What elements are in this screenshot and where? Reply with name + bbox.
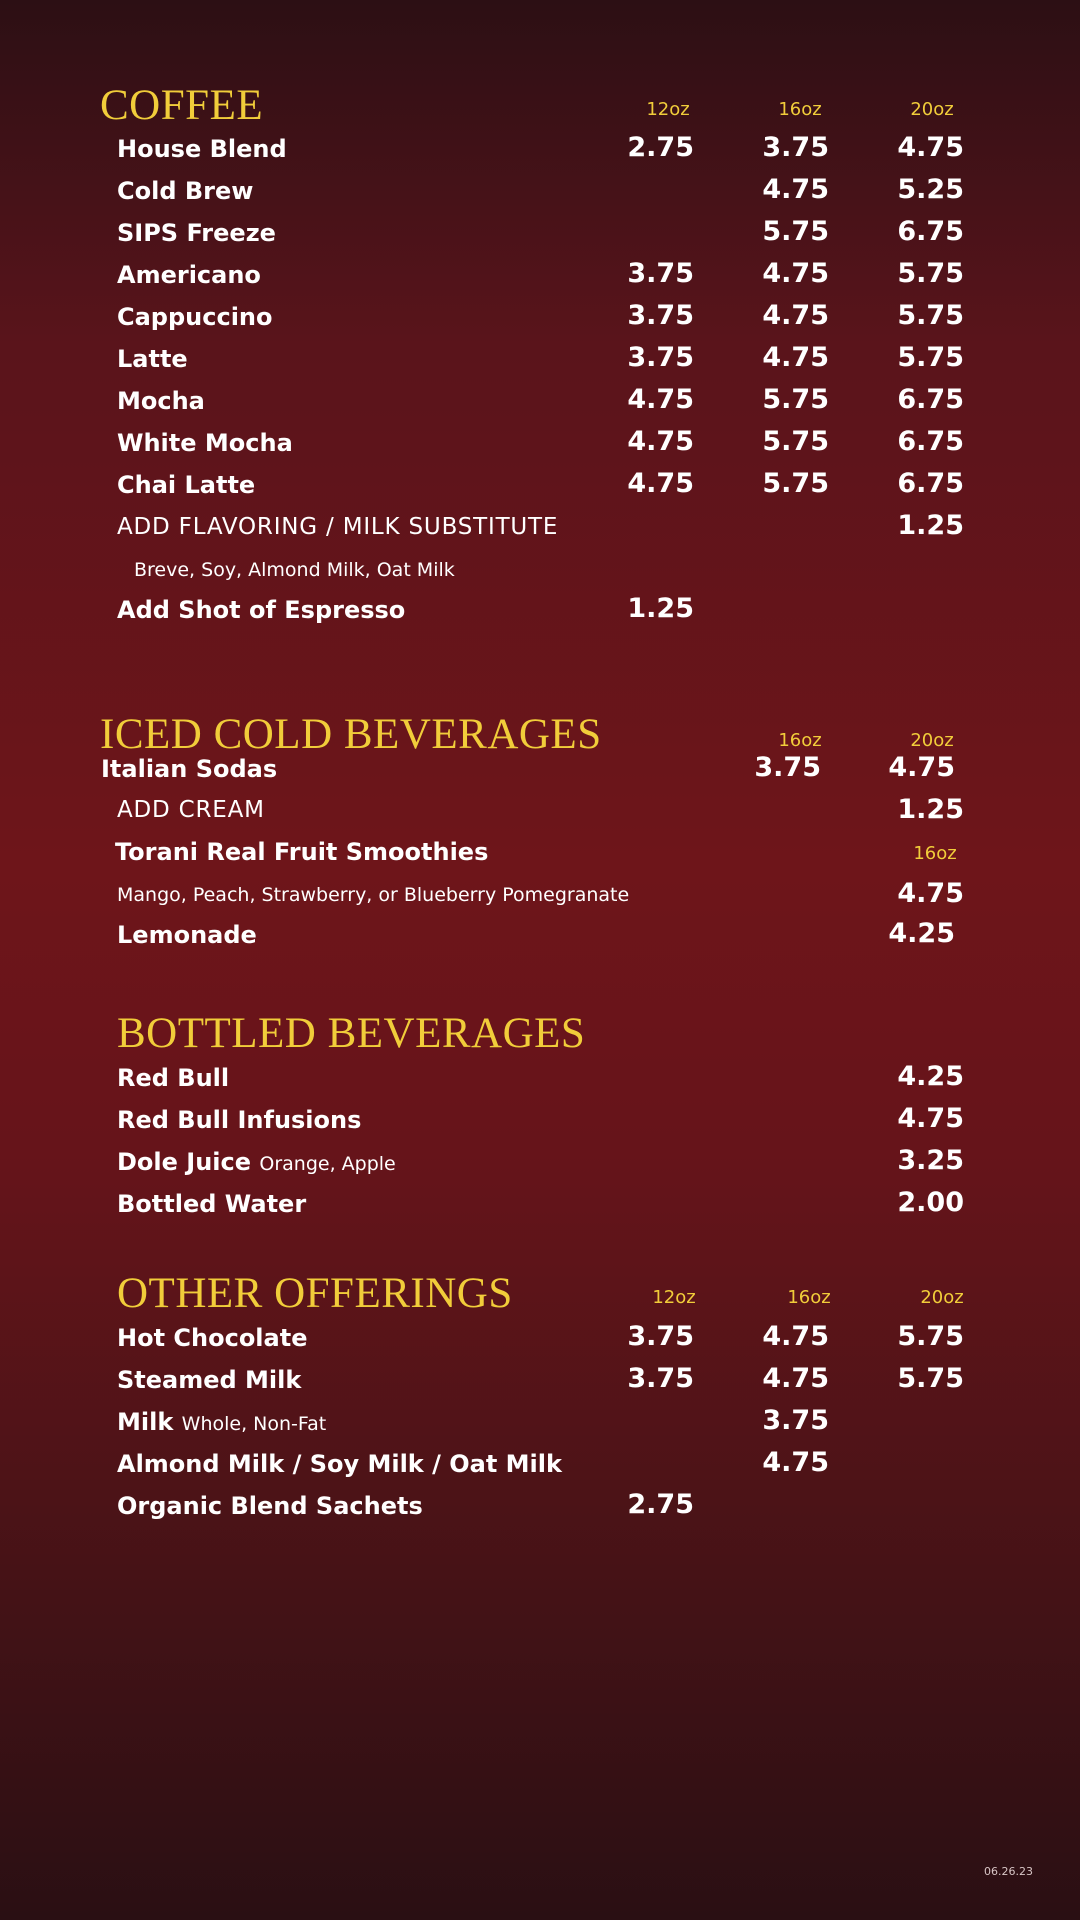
coffee-price-12oz: 4.75 bbox=[627, 468, 694, 499]
other-item-note: Whole, Non-Fat bbox=[181, 1413, 327, 1435]
coffee-price-16oz: 4.75 bbox=[762, 258, 829, 289]
add-cream-label: ADD CREAM bbox=[117, 797, 265, 823]
other-price-12oz: 3.75 bbox=[627, 1321, 694, 1352]
other-price-16oz: 4.75 bbox=[762, 1321, 829, 1352]
coffee-item-name: Latte bbox=[117, 345, 188, 373]
coffee-price-20oz: 4.75 bbox=[897, 132, 964, 163]
other-price-20oz: 5.75 bbox=[897, 1363, 964, 1394]
coffee-size-12oz: 12oz bbox=[646, 99, 690, 120]
other-section-title: OTHER OFFERINGS bbox=[117, 1270, 513, 1317]
add-espresso-label: Add Shot of Espresso bbox=[117, 596, 406, 624]
coffee-price-16oz: 3.75 bbox=[762, 132, 829, 163]
coffee-price-12oz: 4.75 bbox=[627, 426, 694, 457]
coffee-item-name: Americano bbox=[117, 261, 261, 289]
bottled-item-name: Red Bull bbox=[117, 1064, 230, 1092]
iced-section-title: ICED COLD BEVERAGES bbox=[100, 711, 602, 758]
bottled-item-note: Orange, Apple bbox=[259, 1153, 396, 1175]
coffee-size-16oz: 16oz bbox=[778, 99, 822, 120]
italian-sodas-price-16oz: 3.75 bbox=[754, 752, 821, 783]
coffee-price-16oz: 4.75 bbox=[762, 300, 829, 331]
coffee-price-12oz: 4.75 bbox=[627, 384, 694, 415]
bottled-item-price: 3.25 bbox=[897, 1145, 964, 1176]
lemonade-name: Lemonade bbox=[117, 921, 257, 949]
bottled-item-name: Dole Juice bbox=[117, 1148, 252, 1176]
other-item-row bbox=[117, 1410, 326, 1434]
other-price-16oz: 4.75 bbox=[762, 1447, 829, 1478]
coffee-price-20oz: 5.75 bbox=[897, 258, 964, 289]
other-size-12oz: 12oz bbox=[652, 1287, 696, 1308]
coffee-size-20oz: 20oz bbox=[910, 99, 954, 120]
milk-substitute-options: Breve, Soy, Almond Milk, Oat Milk bbox=[134, 559, 455, 581]
other-item-name: Milk bbox=[117, 1408, 174, 1436]
italian-sodas-price-20oz: 4.75 bbox=[888, 752, 955, 783]
iced-size-20oz: 20oz bbox=[910, 730, 954, 751]
coffee-price-16oz: 4.75 bbox=[762, 174, 829, 205]
coffee-price-20oz: 5.75 bbox=[897, 342, 964, 373]
coffee-price-20oz: 6.75 bbox=[897, 384, 964, 415]
bottled-section-title: BOTTLED BEVERAGES bbox=[117, 1010, 586, 1057]
coffee-item-name: Chai Latte bbox=[117, 471, 256, 499]
coffee-price-16oz: 5.75 bbox=[762, 468, 829, 499]
other-price-16oz: 3.75 bbox=[762, 1405, 829, 1436]
coffee-item-name: White Mocha bbox=[117, 429, 293, 457]
other-price-20oz: 5.75 bbox=[897, 1321, 964, 1352]
coffee-price-12oz: 3.75 bbox=[627, 258, 694, 289]
coffee-section-title: COFFEE bbox=[100, 82, 264, 129]
coffee-price-20oz: 6.75 bbox=[897, 216, 964, 247]
coffee-price-12oz: 3.75 bbox=[627, 300, 694, 331]
coffee-price-12oz: 2.75 bbox=[627, 132, 694, 163]
coffee-price-16oz: 4.75 bbox=[762, 342, 829, 373]
coffee-item-name: Mocha bbox=[117, 387, 205, 415]
coffee-price-12oz: 3.75 bbox=[627, 342, 694, 373]
lemonade-price: 4.25 bbox=[888, 918, 955, 949]
coffee-item-name: House Blend bbox=[117, 135, 287, 163]
coffee-price-20oz: 6.75 bbox=[897, 426, 964, 457]
smoothie-flavors: Mango, Peach, Strawberry, or Blueberry Pomegranate bbox=[117, 884, 630, 906]
bottled-item-price: 4.25 bbox=[897, 1061, 964, 1092]
other-item-name: Steamed Milk bbox=[117, 1366, 302, 1394]
add-cream-price: 1.25 bbox=[897, 794, 964, 825]
other-price-16oz: 4.75 bbox=[762, 1363, 829, 1394]
other-size-20oz: 20oz bbox=[920, 1287, 964, 1308]
italian-sodas-name: Italian Sodas bbox=[101, 755, 278, 783]
other-price-12oz: 3.75 bbox=[627, 1363, 694, 1394]
other-item-name: Hot Chocolate bbox=[117, 1324, 308, 1352]
coffee-item-name: SIPS Freeze bbox=[117, 219, 276, 247]
coffee-item-name: Cappuccino bbox=[117, 303, 273, 331]
smoothies-price: 4.75 bbox=[897, 878, 964, 909]
coffee-price-20oz: 5.25 bbox=[897, 174, 964, 205]
coffee-price-16oz: 5.75 bbox=[762, 216, 829, 247]
other-size-16oz: 16oz bbox=[787, 1287, 831, 1308]
other-item-name: Almond Milk / Soy Milk / Oat Milk bbox=[117, 1450, 562, 1478]
coffee-item-name: Cold Brew bbox=[117, 177, 254, 205]
coffee-price-16oz: 5.75 bbox=[762, 426, 829, 457]
bottled-item-price: 4.75 bbox=[897, 1103, 964, 1134]
iced-size-16oz: 16oz bbox=[778, 730, 822, 751]
coffee-price-20oz: 5.75 bbox=[897, 300, 964, 331]
coffee-price-16oz: 5.75 bbox=[762, 384, 829, 415]
smoothies-name: Torani Real Fruit Smoothies bbox=[115, 838, 489, 866]
other-item-name: Organic Blend Sachets bbox=[117, 1492, 423, 1520]
bottled-item-name: Red Bull Infusions bbox=[117, 1106, 362, 1134]
bottled-item-name: Bottled Water bbox=[117, 1190, 307, 1218]
bottled-item-row bbox=[117, 1150, 396, 1174]
add-flavoring-label: ADD FLAVORING / MILK SUBSTITUTE bbox=[117, 514, 559, 540]
other-price-12oz: 2.75 bbox=[627, 1489, 694, 1520]
bottled-item-price: 2.00 bbox=[897, 1187, 964, 1218]
add-espresso-price: 1.25 bbox=[627, 593, 694, 624]
coffee-price-20oz: 6.75 bbox=[897, 468, 964, 499]
add-flavoring-price: 1.25 bbox=[897, 510, 964, 541]
smoothies-size-16oz: 16oz bbox=[913, 843, 957, 864]
menu-date: 06.26.23 bbox=[984, 1865, 1033, 1878]
